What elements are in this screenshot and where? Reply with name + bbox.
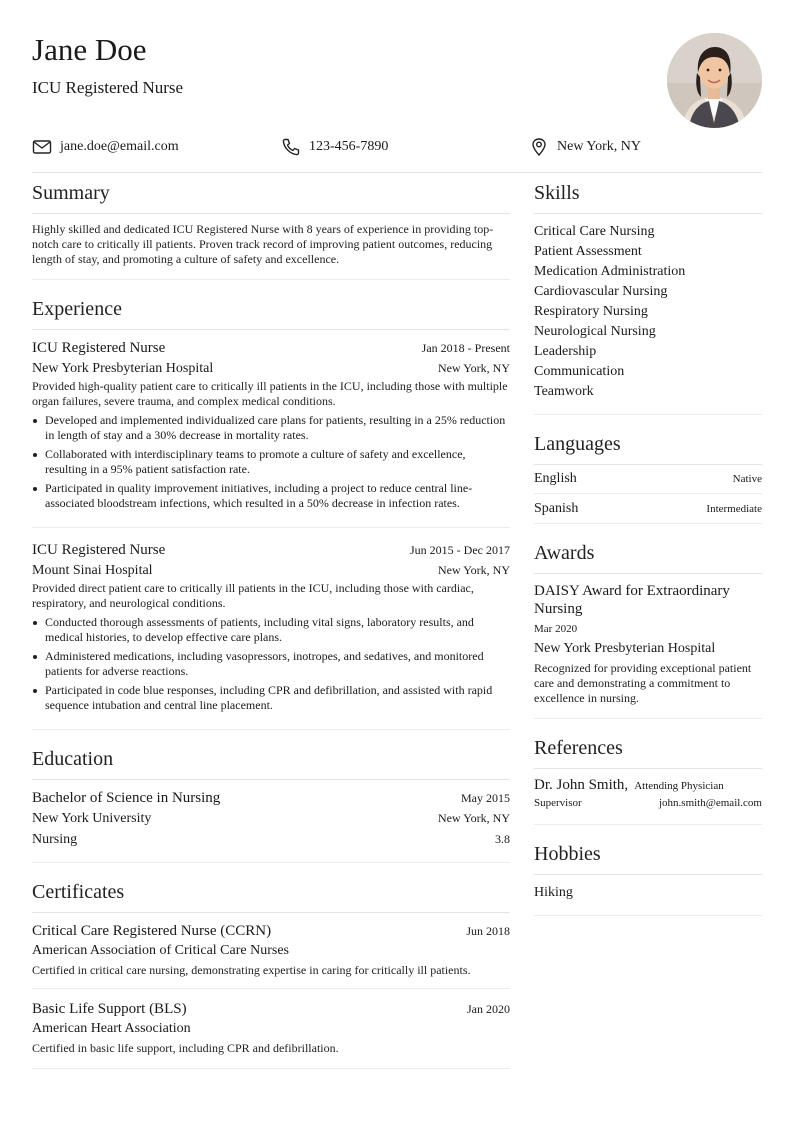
skill-item: Respiratory Nursing <box>534 304 648 319</box>
job-dates: Jan 2018 - Present <box>421 341 510 355</box>
achievement-item: Administered medications, including vasopressors, inotropes, and sedatives, and monitored patients for adverse reactions. <box>32 649 510 679</box>
award-description: Recognized for providing exceptional patient care and demonstrating a commitment to excellence in nursing. <box>534 661 752 705</box>
references-heading: References <box>534 735 762 769</box>
certificate-name: Basic Life Support (BLS) <box>32 1001 187 1017</box>
reference-role: Attending Physician <box>634 780 724 792</box>
language-row <box>534 494 762 523</box>
field-of-study: Nursing <box>32 832 78 847</box>
experience-entry <box>32 338 510 528</box>
certificates-section <box>32 879 510 1069</box>
certificate-issuer: American Heart Association <box>32 1021 191 1036</box>
email-text[interactable]: jane.doe@email.com <box>60 139 179 154</box>
language-row <box>534 465 762 494</box>
language-name: Spanish <box>534 500 579 516</box>
achievement-list <box>32 413 510 511</box>
awards-heading: Awards <box>534 540 762 574</box>
main-column <box>32 180 510 1085</box>
location-text: New York, NY <box>557 139 642 154</box>
school-name: New York University <box>32 811 152 826</box>
map-pin-icon <box>529 137 549 157</box>
award-organization: New York Presbyterian Hospital <box>534 641 716 656</box>
achievement-item: Conducted thorough assessments of patients, including vital signs, laboratory results, and medical histories, to develop effective care plans. <box>32 615 510 645</box>
header-divider <box>32 172 762 173</box>
hobbies-section <box>534 841 762 916</box>
experience-entry <box>32 540 510 730</box>
candidate-role: ICU Registered Nurse <box>32 78 184 97</box>
summary-text: Highly skilled and dedicated ICU Registered Nurse with 8 years of experience in providing top-notch care to critically ill patients. Proven track record of improving patient outcomes, reducing length of stay, and promoting a culture of safety and excellence. <box>32 222 494 266</box>
reference-name: Dr. John Smith, <box>534 777 629 793</box>
phone-text[interactable]: 123-456-7890 <box>309 139 389 154</box>
certificate-issuer: American Association of Critical Care Nurses <box>32 943 289 958</box>
language-level: Native <box>732 473 762 485</box>
skills-section <box>534 180 762 415</box>
hobby-item: Hiking <box>534 885 573 900</box>
candidate-name: Jane Doe <box>32 32 147 67</box>
graduation-date: May 2015 <box>461 791 510 805</box>
skill-item: Critical Care Nursing <box>534 224 655 239</box>
education-heading: Education <box>32 746 510 780</box>
references-section <box>534 735 762 825</box>
contact-bar <box>32 136 762 158</box>
job-location: New York, NY <box>437 563 510 577</box>
certificates-heading: Certificates <box>32 879 510 913</box>
languages-section <box>534 431 762 524</box>
certificate-entry <box>32 999 510 1056</box>
skill-item: Medication Administration <box>534 264 686 279</box>
language-level: Intermediate <box>706 502 762 515</box>
profile-photo <box>667 33 762 128</box>
summary-heading: Summary <box>32 180 510 214</box>
experience-section <box>32 296 510 730</box>
award-date: Mar 2020 <box>534 623 578 635</box>
languages-heading: Languages <box>534 431 762 465</box>
degree-name: Bachelor of Science in Nursing <box>32 790 221 806</box>
skill-item: Leadership <box>534 344 597 359</box>
certificate-entry <box>32 921 510 989</box>
employer-name: Mount Sinai Hospital <box>32 563 153 578</box>
achievement-item: Collaborated with interdisciplinary teams to promote a culture of safety and excellence, resulting in a 95% patient satisfaction rate. <box>32 447 510 477</box>
award-name: DAISY Award for Extraordinary Nursing <box>534 583 730 617</box>
skill-item: Patient Assessment <box>534 244 642 259</box>
contact-email[interactable] <box>32 136 179 158</box>
avatar-illustration <box>667 33 762 128</box>
school-location: New York, NY <box>437 811 510 825</box>
language-name: English <box>534 471 577 486</box>
skill-item: Communication <box>534 364 625 379</box>
awards-section <box>534 540 762 719</box>
job-location: New York, NY <box>437 361 510 375</box>
education-section <box>32 746 510 863</box>
gpa-value: 3.8 <box>495 832 510 846</box>
phone-icon <box>281 137 301 157</box>
reference-email[interactable]: john.smith@email.com <box>658 797 762 809</box>
certificate-name: Critical Care Registered Nurse (CCRN) <box>32 923 272 939</box>
hobbies-heading: Hobbies <box>534 841 762 875</box>
employer-name: New York Presbyterian Hospital <box>32 361 214 376</box>
skill-item: Teamwork <box>534 384 594 399</box>
summary-section <box>32 180 510 280</box>
certificate-date: Jan 2020 <box>467 1002 510 1016</box>
sidebar-column <box>534 180 762 932</box>
mail-icon <box>32 137 52 157</box>
certificate-description: Certified in critical care nursing, demonstrating expertise in caring for critically ill patients. <box>32 963 471 977</box>
resume-header <box>32 32 762 132</box>
achievement-item: Developed and implemented individualized care plans for patients, resulting in a 25% reduction in length of stay and a 30% decrease in mortality rates. <box>32 413 510 443</box>
achievement-list <box>32 615 510 713</box>
experience-heading: Experience <box>32 296 510 330</box>
skill-item: Neurological Nursing <box>534 324 656 339</box>
certificate-date: Jun 2018 <box>466 924 510 938</box>
job-title: ICU Registered Nurse <box>32 340 166 356</box>
job-description: Provided direct patient care to critically ill patients in the ICU, including those with cardiac, respiratory, and neurological conditions. <box>32 581 474 610</box>
job-description: Provided high-quality patient care to critically ill patients in the ICU, including those with multiple organ failures, severe trauma, and complex medical conditions. <box>32 379 508 408</box>
reference-relation: Supervisor <box>534 797 582 809</box>
achievement-item: Participated in code blue responses, including CPR and defibrillation, and assisted with rapid sequence intubation and central line placement. <box>32 683 510 713</box>
job-title: ICU Registered Nurse <box>32 542 166 558</box>
contact-phone[interactable] <box>281 136 388 158</box>
job-dates: Jun 2015 - Dec 2017 <box>410 543 510 557</box>
achievement-item: Participated in quality improvement initiatives, including a project to reduce central line-associated bloodstream infections, which resulted in a 50% decrease in infection rates. <box>32 481 510 511</box>
skill-item: Cardiovascular Nursing <box>534 284 668 299</box>
certificate-description: Certified in basic life support, including CPR and defibrillation. <box>32 1041 339 1055</box>
skills-heading: Skills <box>534 180 762 214</box>
contact-location <box>529 136 641 158</box>
